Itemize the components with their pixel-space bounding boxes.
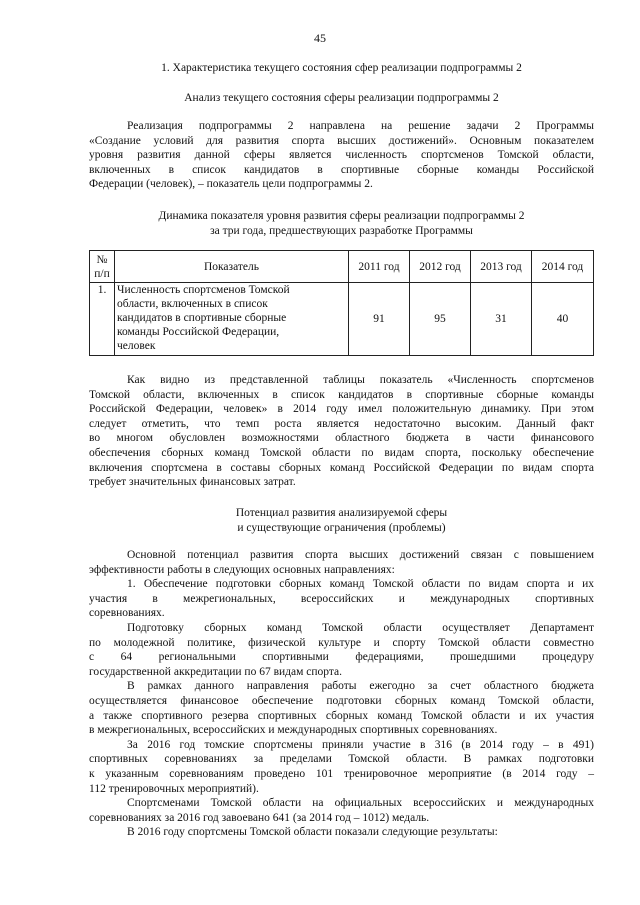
intro-paragraph <box>89 119 594 192</box>
table-caption-line: за три года, предшествующих разработке Программы <box>210 224 473 237</box>
page-number: 45 <box>314 31 326 45</box>
paragraph <box>89 738 594 796</box>
text-line: Российской Федерации, человек» в 2014 году имел положительную динамику. При этом <box>89 403 594 416</box>
header-number-line: п/п <box>94 267 110 280</box>
header-2014: 2014 год <box>532 251 594 283</box>
paragraph <box>89 825 594 840</box>
text-line: государственной аккредитации по 67 видам спорта. <box>89 665 343 678</box>
value-2011: 91 <box>349 283 410 356</box>
header-number-line: № <box>96 253 108 266</box>
analysis-paragraph <box>89 373 594 490</box>
paragraph <box>89 577 594 621</box>
value-2012: 95 <box>410 283 471 356</box>
potential-title-line: и существующие ограничения (проблемы) <box>237 521 446 534</box>
paragraph <box>89 796 594 825</box>
text-line: Томской области, включенных в список кандидатов в спортивные сборные команды <box>89 388 594 401</box>
paragraph <box>89 679 594 737</box>
header-2012: 2012 год <box>410 251 471 283</box>
text-line: Основной потенциал развития спорта высших достижений связан с повышением <box>127 549 594 561</box>
value-2013: 31 <box>471 283 532 356</box>
header-number <box>90 251 115 283</box>
text-line: с 64 региональными спортивными федерациями, прошедшими процедуру <box>89 651 594 664</box>
text-line: В рамках данного направления работы ежегодно за счет областного бюджета <box>127 680 594 693</box>
text-line: в межрегиональных, всероссийских и международных спортивных соревнованиях. <box>89 724 498 737</box>
text-line: требует значительных финансовых затрат. <box>89 476 296 489</box>
value-2014: 40 <box>532 283 594 356</box>
text-line: обеспечения сборных команд Томской области по видам спорта, поскольку обеспечение <box>89 446 594 459</box>
text-line: во многом обусловлен возможностями областного бюджета в части финансового <box>89 432 594 445</box>
text-line: За 2016 год томские спортсмены приняли участие в 316 (в 2014 году – в 491) <box>127 738 594 751</box>
indicator-line: кандидатов в спортивные сборные <box>117 312 287 324</box>
indicator-line: человек <box>117 340 156 352</box>
text-line: включения спортсмена в составы сборных команд Российской Федерации по видам спорта <box>89 461 594 474</box>
paragraph <box>89 548 594 577</box>
text-line: Реализация подпрограммы 2 направлена на решение задачи 2 Программы <box>127 120 594 132</box>
text-line: а также спортивного резерва спортивных сборных команд Томской области и их участия <box>89 709 594 722</box>
text-line: эффективности работы в следующих основных направлениях: <box>89 563 395 576</box>
section-title-text: 1. Характеристика текущего состояния сфер реализации подпрограммы 2 <box>161 62 522 74</box>
indicator-line: области, включенных в список <box>117 298 268 310</box>
paragraph <box>89 621 594 679</box>
text-line: уровня развития данной сферы является численность спортсменов Томской области, <box>89 149 594 162</box>
subsection-title-text: Анализ текущего состояния сферы реализации подпрограммы 2 <box>184 92 499 104</box>
table-row <box>90 283 594 356</box>
text-line: 1. Обеспечение подготовки сборных команд Томской области по видам спорта и их <box>127 578 594 591</box>
table-header-row <box>90 251 594 283</box>
potential-title-line: Потенциал развития анализируемой сферы <box>235 507 448 519</box>
text-line: «Создание условий для развития спорта высших достижений». Основным показателем <box>89 134 594 147</box>
header-2013: 2013 год <box>471 251 532 283</box>
row-indicator <box>115 283 349 356</box>
text-line: к указанным соревнованиям проведено 101 тренировочное мероприятие (в 2014 году – <box>89 767 594 780</box>
text-line: Федерации (человек), – показатель цели подпрограммы 2. <box>89 178 373 191</box>
text-line: спортивных соревнованиях за пределами Томской области. В рамках подготовки <box>89 753 594 766</box>
table-caption-line: Динамика показателя уровня развития сферы реализации подпрограммы 2 <box>158 210 525 222</box>
header-indicator: Показатель <box>115 251 349 283</box>
subsection-title <box>89 91 594 106</box>
text-line: соревнованиях. <box>89 607 165 620</box>
text-line: включенных в список кандидатов в спортивные сборные команды Российской <box>89 163 594 176</box>
row-number: 1. <box>90 283 115 356</box>
text-line: 112 тренировочных мероприятий). <box>89 782 259 795</box>
section-title <box>89 61 594 76</box>
text-line: Подготовку сборных команд Томской области осуществляет Департамент <box>127 621 594 634</box>
header-2011: 2011 год <box>349 251 410 283</box>
table-caption <box>89 209 594 238</box>
indicator-line: Численность спортсменов Томской <box>117 284 290 296</box>
potential-title <box>89 506 594 535</box>
text-line: Как видно из представленной таблицы показатель «Численность спортсменов <box>127 374 594 386</box>
text-line: по молодежной политике, физической культуре и спорту Томской области совместно <box>89 636 594 649</box>
indicator-table <box>89 250 594 356</box>
indicator-line: команды Российской Федерации, <box>117 326 280 338</box>
text-line: Спортсменами Томской области на официальных всероссийских и международных <box>127 797 594 810</box>
text-line: В 2016 году спортсмены Томской области показали следующие результаты: <box>127 826 498 839</box>
text-line: соревнованиях за 2016 год завоевано 641 (за 2014 год – 1012) медаль. <box>89 811 430 824</box>
text-line: следует отметить, что темп роста является недостаточно высоким. Данный факт <box>89 417 594 430</box>
text-line: участия в межрегиональных, всероссийских и международных спортивных <box>89 592 594 605</box>
text-line: осуществляется финансовое обеспечение подготовки сборных команд Томской области, <box>89 694 594 707</box>
body-paragraphs <box>89 548 594 840</box>
